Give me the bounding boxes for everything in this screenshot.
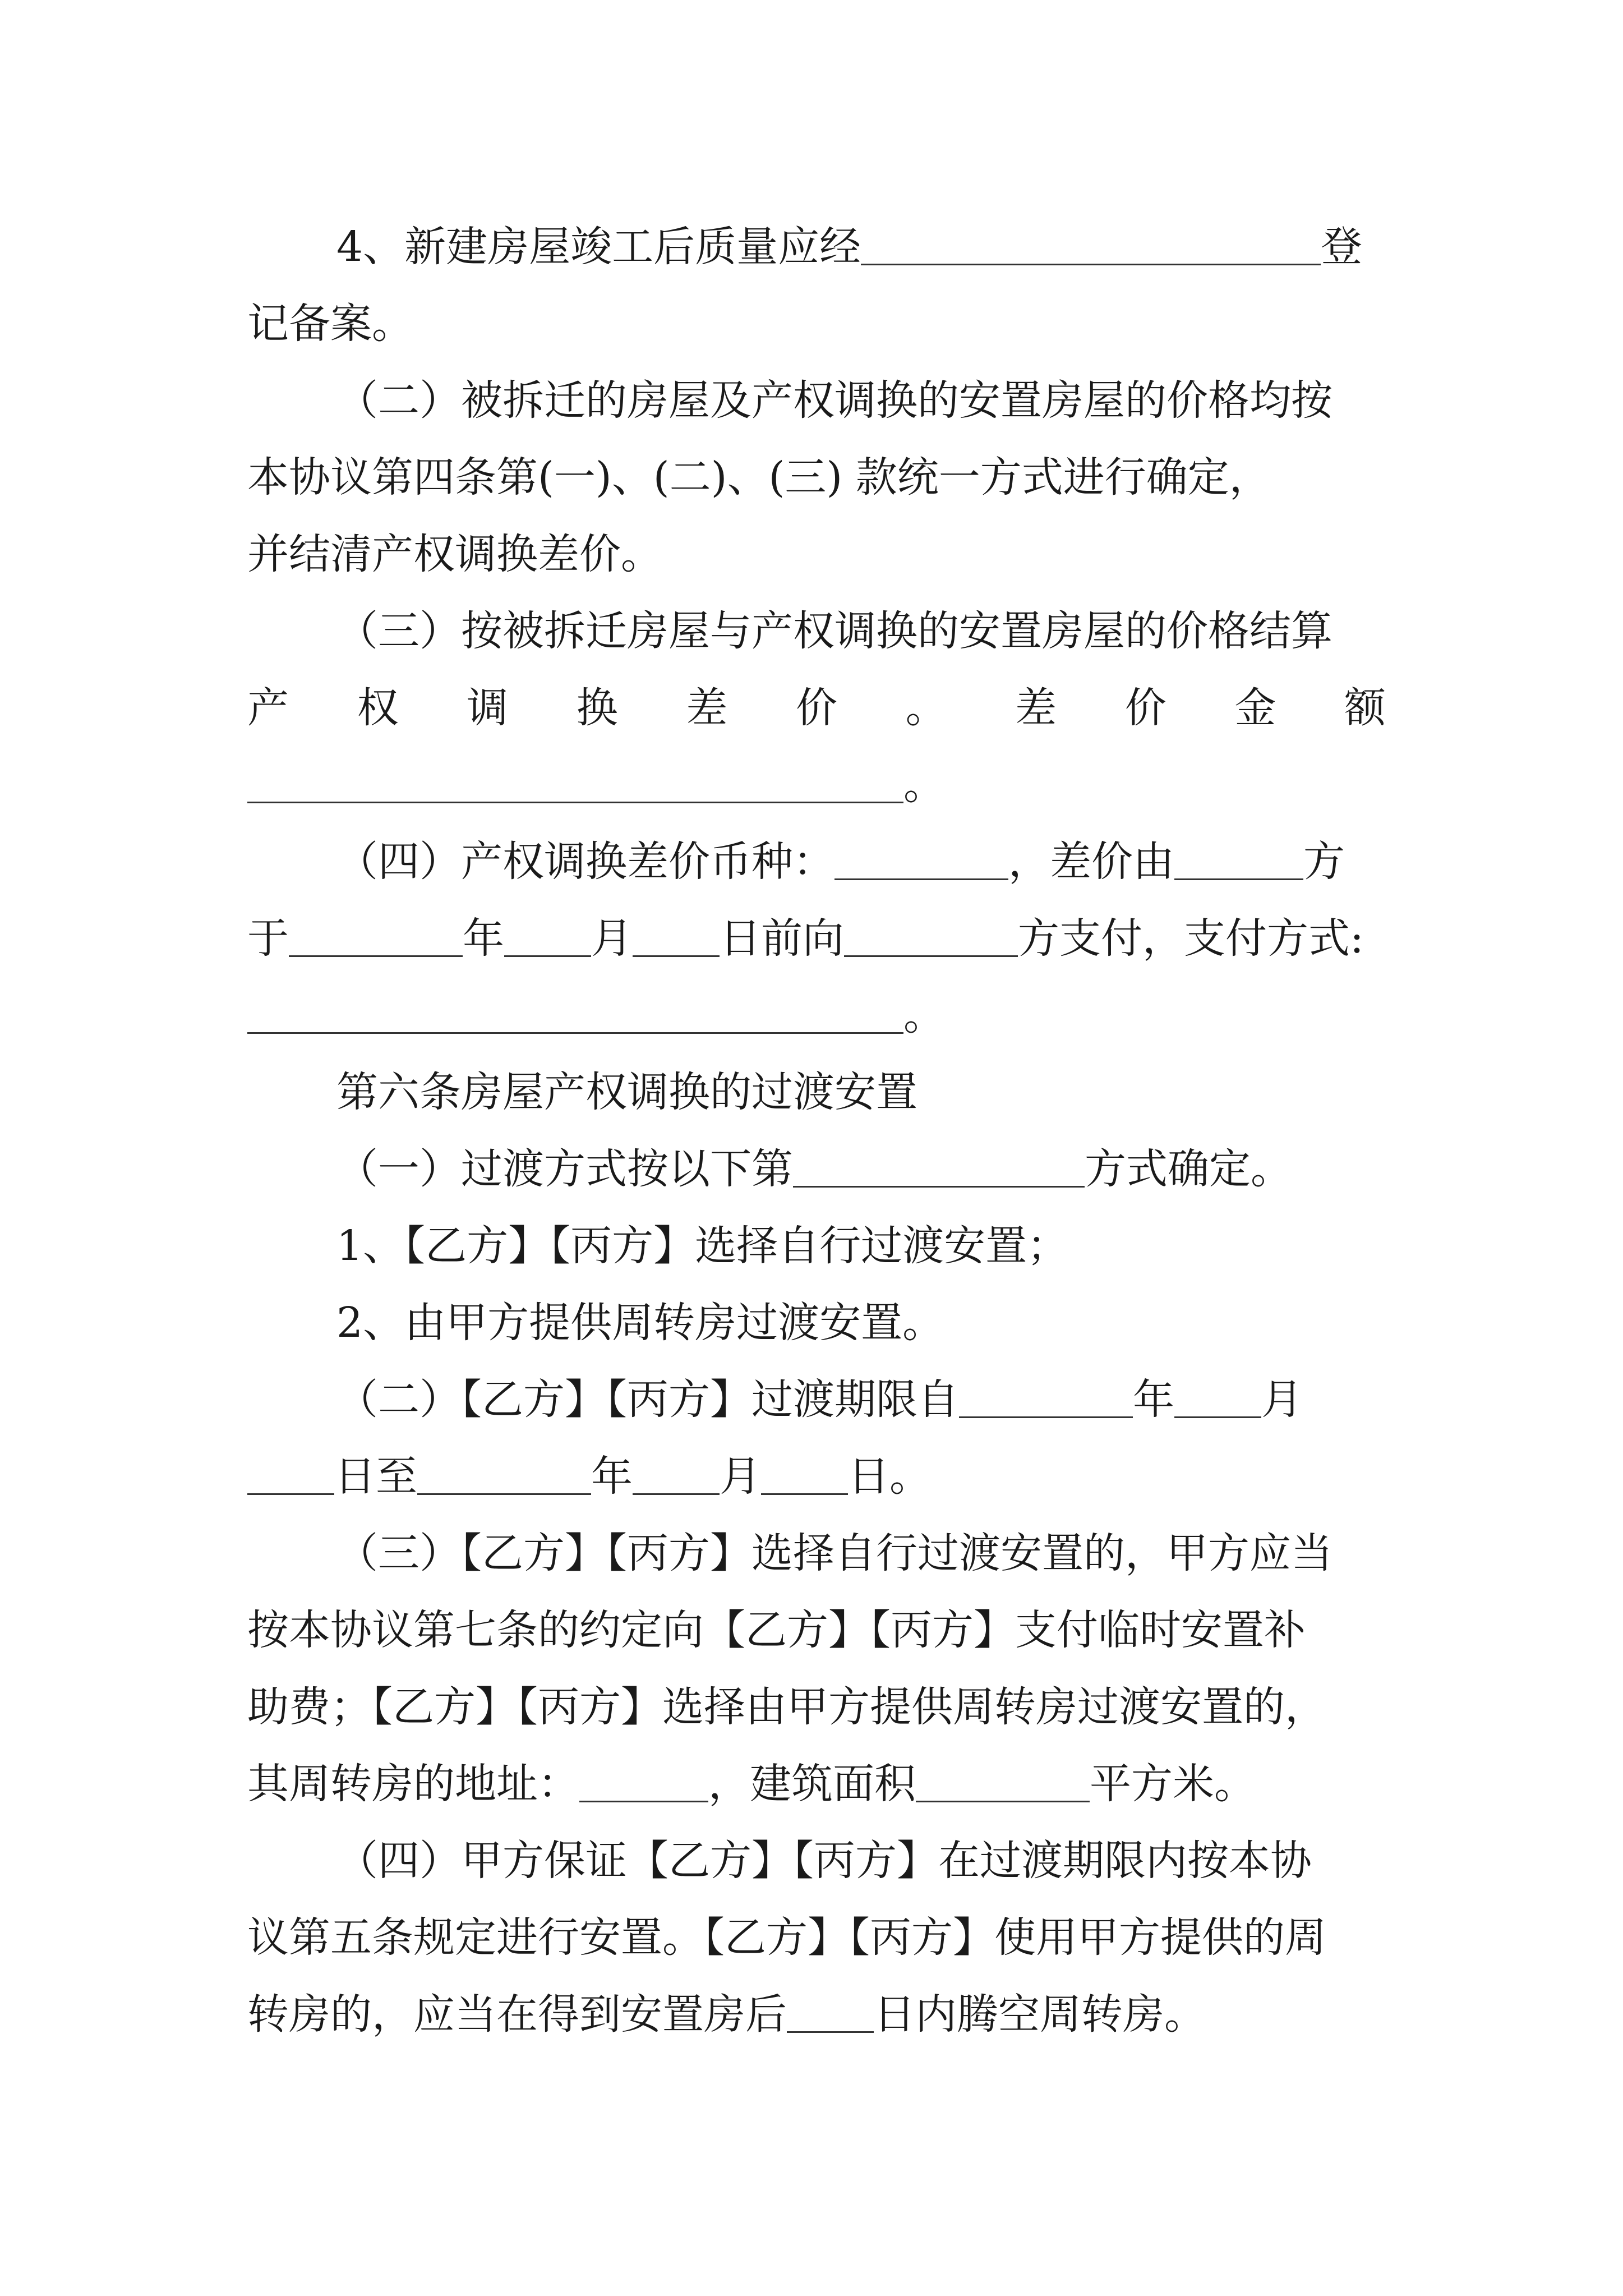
fill-blank[interactable] — [633, 916, 720, 957]
clause-line-spread — [247, 670, 1386, 747]
clause-line — [336, 823, 1391, 900]
clause-line — [336, 1131, 1391, 1208]
clause-text: （一）过渡方式按以下第 — [336, 1145, 793, 1193]
clause-text: 平方米。 — [1090, 1760, 1256, 1808]
clause-text: 登 — [1321, 223, 1363, 271]
clause-text: 助费；【乙方】【丙方】选择由甲方提供周转房过渡安置的， — [247, 1683, 1326, 1731]
clause-text: 4、新建房屋竣工后质量应经 — [336, 223, 861, 271]
clause-text: 。 — [903, 991, 945, 1039]
clause-text: 方式确定。 — [1085, 1145, 1292, 1193]
clause-text: 方 — [1303, 838, 1345, 886]
clause-line — [336, 1823, 1391, 1899]
clause-text: 记备案。 — [247, 300, 413, 348]
clause-text: 方支付，支付方式: — [1018, 914, 1364, 963]
clause-text: （二）【乙方】【丙方】过渡期限自 — [336, 1375, 959, 1424]
clause-line — [247, 1438, 1386, 1515]
fill-blank[interactable] — [247, 1454, 334, 1495]
clause-line — [247, 1592, 1386, 1669]
clause-text: 日前向 — [720, 914, 844, 963]
clause-line — [247, 900, 1386, 977]
clause-line — [336, 1208, 1391, 1285]
clause-line — [247, 1899, 1386, 1976]
clause-text: ，差价由 — [1008, 838, 1174, 886]
clause-line — [336, 209, 1391, 286]
fill-blank[interactable] — [834, 839, 1008, 880]
clause-line — [247, 1976, 1386, 2053]
fill-blank[interactable] — [844, 916, 1018, 957]
clause-char: 调 — [467, 684, 509, 732]
fill-blank[interactable] — [504, 916, 591, 957]
clause-char: 差 — [686, 684, 728, 732]
fill-blank[interactable] — [633, 1454, 720, 1495]
clause-line — [336, 593, 1391, 670]
clause-text: （三）【乙方】【丙方】选择自行过渡安置的，甲方应当 — [336, 1529, 1332, 1577]
fill-blank[interactable] — [417, 1454, 591, 1495]
fill-blank[interactable] — [579, 1761, 708, 1802]
fill-blank[interactable] — [916, 1761, 1090, 1802]
clause-line — [247, 1746, 1386, 1823]
clause-text: 其周转房的地址： — [247, 1760, 579, 1808]
fill-blank[interactable] — [761, 1454, 848, 1495]
clause-char: 价 — [1124, 684, 1166, 732]
clause-text: 并结清产权调换差价。 — [247, 530, 662, 578]
clause-text: 月 — [591, 914, 633, 963]
clause-char: 金 — [1234, 684, 1276, 732]
fill-blank[interactable] — [1174, 839, 1303, 880]
fill-blank[interactable] — [861, 224, 1321, 265]
clause-line — [247, 439, 1386, 516]
fill-blank[interactable] — [787, 1992, 874, 2033]
heading-text: 第六条房屋产权调换的过渡安置 — [336, 1068, 917, 1116]
clause-text: 日至 — [334, 1452, 417, 1501]
clause-text: （三）按被拆迁房屋与产权调换的安置房屋的价格结算 — [336, 607, 1332, 655]
fill-blank[interactable] — [1174, 1377, 1261, 1418]
clause-line — [336, 1361, 1391, 1438]
clause-line — [336, 1515, 1391, 1592]
clause-line — [247, 286, 1386, 362]
clause-text: 按本协议第七条的约定向【乙方】【丙方】支付临时安置补 — [247, 1606, 1306, 1654]
clause-char: 额 — [1344, 684, 1386, 732]
clause-line — [247, 1669, 1386, 1746]
fill-blank[interactable] — [793, 1147, 1085, 1188]
clause-line — [247, 516, 1386, 593]
clause-text: 日内腾空周转房。 — [874, 1990, 1206, 2039]
clause-text: ，建筑面积 — [708, 1760, 916, 1808]
clause-line — [247, 977, 1386, 1054]
clause-text: 。 — [903, 761, 945, 809]
clause-text: 年 — [463, 914, 504, 963]
clause-text: 于 — [247, 914, 289, 963]
clause-line — [247, 747, 1386, 823]
clause-text: 月 — [720, 1452, 761, 1501]
clause-text: 转房的，应当在得到安置房后 — [247, 1990, 787, 2039]
clause-text: 1、【乙方】【丙方】选择自行过渡安置； — [336, 1222, 1069, 1270]
clause-text: 月 — [1261, 1375, 1303, 1424]
clause-text: 年 — [591, 1452, 633, 1501]
clause-char: 权 — [357, 684, 399, 732]
fill-blank[interactable] — [959, 1377, 1133, 1418]
fill-blank[interactable] — [289, 916, 463, 957]
clause-text: 议第五条规定进行安置。【乙方】【丙方】使用甲方提供的周 — [247, 1913, 1326, 1962]
clause-char: 。 — [905, 684, 947, 732]
clause-char: 价 — [795, 684, 837, 732]
fill-blank[interactable] — [247, 993, 903, 1034]
clause-text: 年 — [1133, 1375, 1174, 1424]
clause-text: （四）甲方保证【乙方】【丙方】在过渡期限内按本协 — [336, 1837, 1312, 1885]
clause-char: 产 — [247, 684, 289, 732]
clause-char: 差 — [1015, 684, 1057, 732]
clause-text: （二）被拆迁的房屋及产权调换的安置房屋的价格均按 — [336, 376, 1332, 425]
clause-char: 换 — [576, 684, 618, 732]
clause-line — [336, 1285, 1391, 1361]
clause-text: 本协议第四条第(一)、(二)、(三) 款统一方式进行确定， — [247, 453, 1271, 501]
clause-line — [336, 362, 1391, 439]
article-heading — [336, 1054, 1391, 1131]
clause-text: （四）产权调换差价币种： — [336, 838, 834, 886]
fill-blank[interactable] — [247, 762, 903, 803]
clause-text: 2、由甲方提供周转房过渡安置。 — [336, 1299, 944, 1347]
clause-text: 日。 — [848, 1452, 931, 1501]
